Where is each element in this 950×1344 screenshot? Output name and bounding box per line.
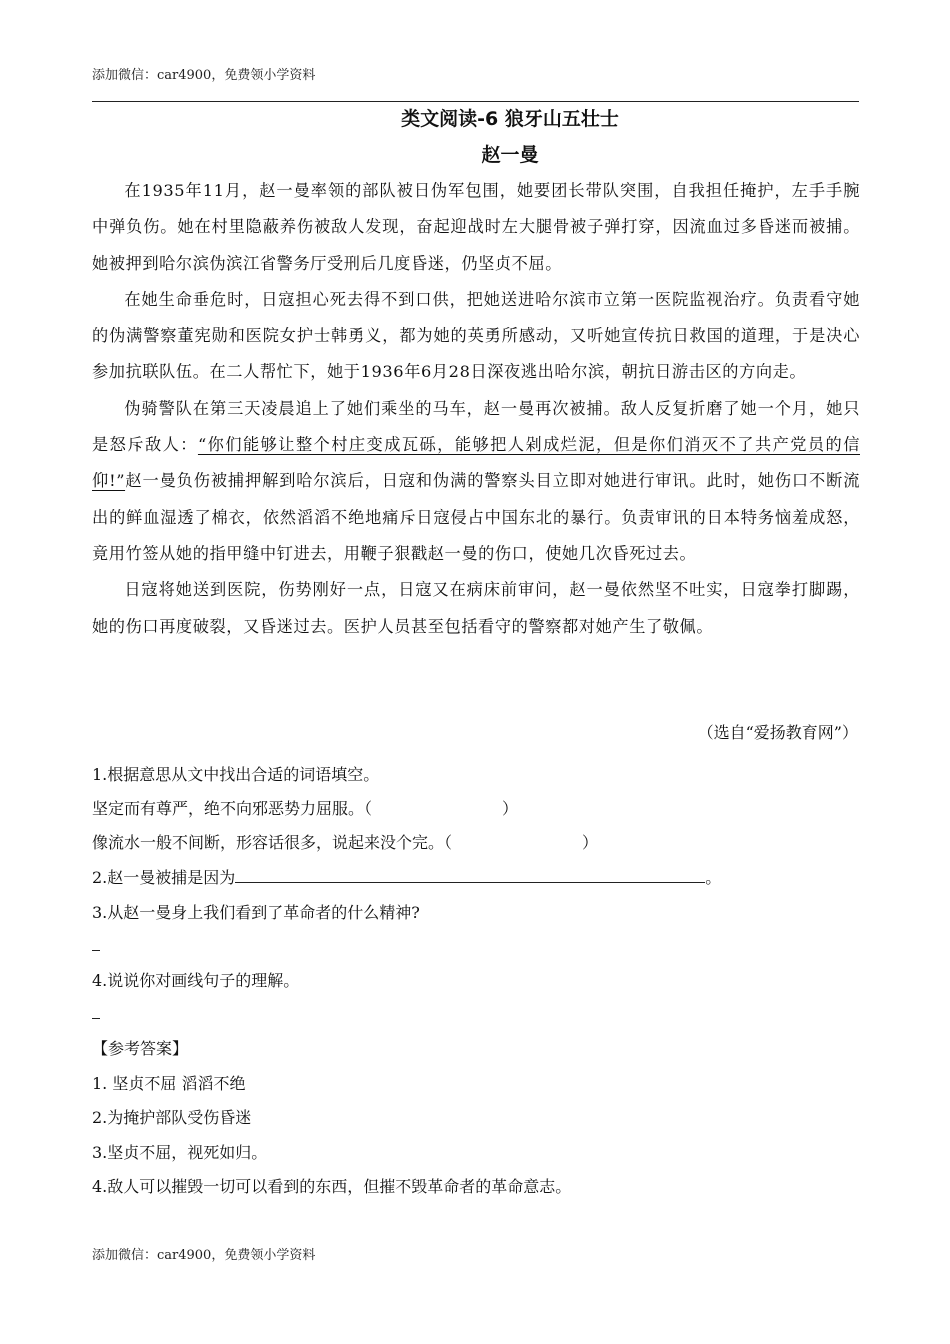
question-1: 1.根据意思从文中找出合适的词语填空。: [92, 765, 380, 784]
page-title: 类文阅读-6 狼牙山五壮士: [401, 108, 619, 130]
paragraph-3-start: 伪骑警队在第三天凌晨追上了她们乘坐的马车，赵一曼再次被捕。敌人反复折磨了她一个月，她只是怒斥敌人：: [92, 398, 860, 455]
question-1b-text: 像流水一般不间断，形容话很多，说起来没个完。（: [92, 833, 453, 852]
header-rule: [92, 101, 859, 102]
answer-line-3[interactable]: [92, 950, 100, 951]
answer-4: 4.敌人可以摧毁一切可以看到的东西，但摧不毁革命者的革命意志。: [92, 1177, 572, 1196]
question-1a-close: ）: [502, 799, 519, 818]
article-body: [92, 173, 860, 645]
answer-line-2[interactable]: [235, 868, 705, 883]
paragraph-3-end: 赵一曼负伤被捕押解到哈尔滨后，日寇和伪满的警察头目立即对她进行审讯。此时，她伤口不断流出的鲜血湿透了棉衣，依然滔滔不绝地痛斥日寇侵占中国东北的暴行。负责审讯的日本特务恼羞成怒，竟用竹签从她的指甲缝中钉进去，用鞭子狠戳赵一曼的伤口，使她几次昏死过去。: [92, 471, 860, 563]
paragraph-3: [92, 391, 860, 572]
answer-heading: 【参考答案】: [92, 1039, 189, 1058]
paragraph-1: 在1935年11月，赵一曼率领的部队被日伪军包围，她要团长带队突围，自我担任掩护，左手手腕中弹负伤。她在村里隐蔽养伤被敌人发现，奋起迎战时左大腿骨被子弹打穿，因流血过多昏迷而被捕。她被押到哈尔滨伪滨江省警务厅受刑后几度昏迷，仍坚贞不屈。: [92, 181, 860, 273]
article-subtitle: 赵一曼: [481, 144, 539, 166]
question-1a: [92, 796, 518, 819]
question-1b-close: ）: [582, 833, 599, 852]
question-1a-text: 坚定而有尊严，绝不向邪恶势力屈服。（: [92, 799, 373, 818]
answer-2: 2.为掩护部队受伤昏迷: [92, 1108, 252, 1127]
answer-line-4[interactable]: [92, 1018, 100, 1019]
answer-3: 3.坚贞不屈，视死如归。: [92, 1143, 268, 1162]
source-citation: （选自“爱扬教育网”）: [697, 723, 858, 742]
question-2-end: 。: [705, 868, 722, 887]
question-2: [92, 865, 721, 888]
question-2-text: 2.赵一曼被捕是因为: [92, 868, 236, 887]
question-1b: [92, 830, 598, 853]
question-3: 3.从赵一曼身上我们看到了革命者的什么精神?: [92, 903, 420, 922]
header-note: 添加微信：car4900，免费领小学资料: [92, 68, 316, 83]
paragraph-4: 日寇将她送到医院，伤势刚好一点，日寇又在病床前审问，赵一曼依然坚不吐实，日寇拳打脚踢，她的伤口再度破裂，又昏迷过去。医护人员甚至包括看守的警察都对她产生了敬佩。: [92, 580, 860, 636]
paragraph-2: 在她生命垂危时，日寇担心死去得不到口供，把她送进哈尔滨市立第一医院监视治疗。负责看守她的伪满警察董宪勋和医院女护士韩勇义，都为她的英勇所感动，又听她宣传抗日救国的道理，于是决心参加抗联队伍。在二人帮忙下，她于1936年6月28日深夜逃出哈尔滨，朝抗日游击区的方向走。: [92, 289, 860, 382]
question-4: 4.说说你对画线句子的理解。: [92, 971, 300, 990]
answer-1: 1. 坚贞不屈 滔滔不绝: [92, 1074, 246, 1093]
footer-note: 添加微信：car4900，免费领小学资料: [92, 1248, 316, 1263]
underlined-sentence: “你们能够让整个村庄变成瓦砾，能够把人剁成烂泥，但是你们消灭不了共产党员的信仰!”: [92, 435, 860, 491]
